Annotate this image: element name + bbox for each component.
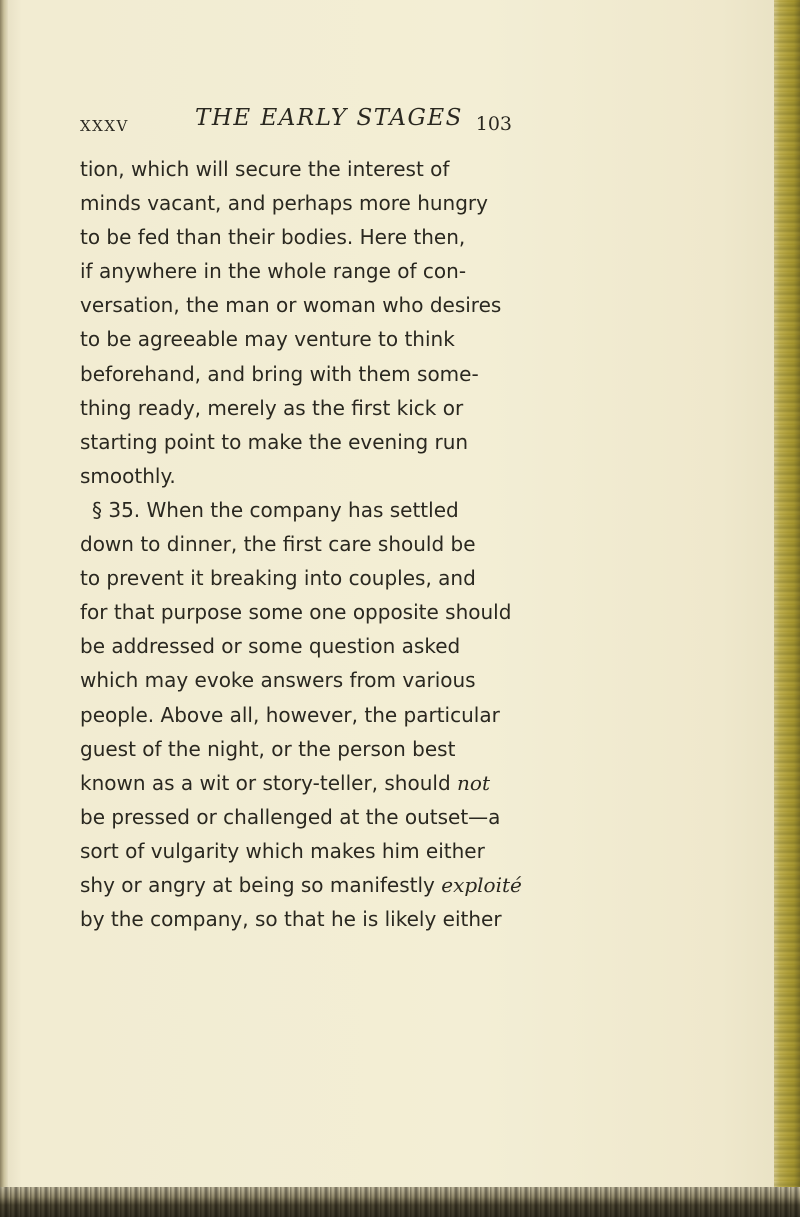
text-line: beforehand, and bring with them some-	[80, 361, 479, 386]
text-segment: known as a wit or story-teller, should	[80, 770, 451, 795]
text-line	[80, 766, 512, 800]
text-line: starting point to make the evening run	[80, 429, 469, 454]
text-line: be pressed or challenged at the outset—a	[80, 804, 501, 829]
text-line	[80, 868, 522, 902]
chapter-numeral: XXXV	[80, 117, 129, 135]
section-start-line: § 35. When the company has settled	[92, 497, 459, 522]
running-head	[80, 105, 512, 139]
text-segment: shy or angry at being so manifestly	[80, 872, 435, 897]
text-line: to be agreeable may venture to think	[80, 327, 455, 352]
running-title: THE EARLY STAGES	[195, 105, 463, 131]
text-line: to prevent it breaking into couples, and	[80, 566, 476, 591]
text-line: to be fed than their bodies. Here then,	[80, 225, 466, 250]
page-number: 103	[475, 113, 512, 135]
italic-text: exploité	[441, 872, 522, 897]
text-line: which may evoke answers from various	[80, 668, 476, 693]
text-line: thing ready, merely as the first kick or	[80, 395, 464, 420]
text-line: guest of the night, or the person best	[80, 736, 456, 761]
text-line: minds vacant, and perhaps more hungry	[80, 191, 488, 216]
page-gutter-edge	[0, 0, 8, 1217]
text-line: smoothly.	[80, 463, 176, 488]
text-line: versation, the man or woman who desires	[80, 293, 502, 318]
body-text	[80, 152, 522, 936]
text-line: if anywhere in the whole range of con-	[80, 259, 467, 284]
text-line: tion, which will secure the interest of	[80, 157, 450, 181]
text-line: sort of vulgarity which makes him either	[80, 838, 485, 863]
text-line: people. Above all, however, the particular	[80, 702, 500, 727]
italic-text: not	[457, 770, 490, 795]
text-line: be addressed or some question asked	[80, 634, 461, 659]
text-line: by the company, so that he is likely either	[80, 907, 502, 932]
gilt-fore-edge	[774, 0, 800, 1217]
text-line: for that purpose some one opposite should	[80, 600, 512, 625]
text-line: down to dinner, the first care should be	[80, 532, 476, 557]
page-bottom-edge	[0, 1187, 800, 1217]
